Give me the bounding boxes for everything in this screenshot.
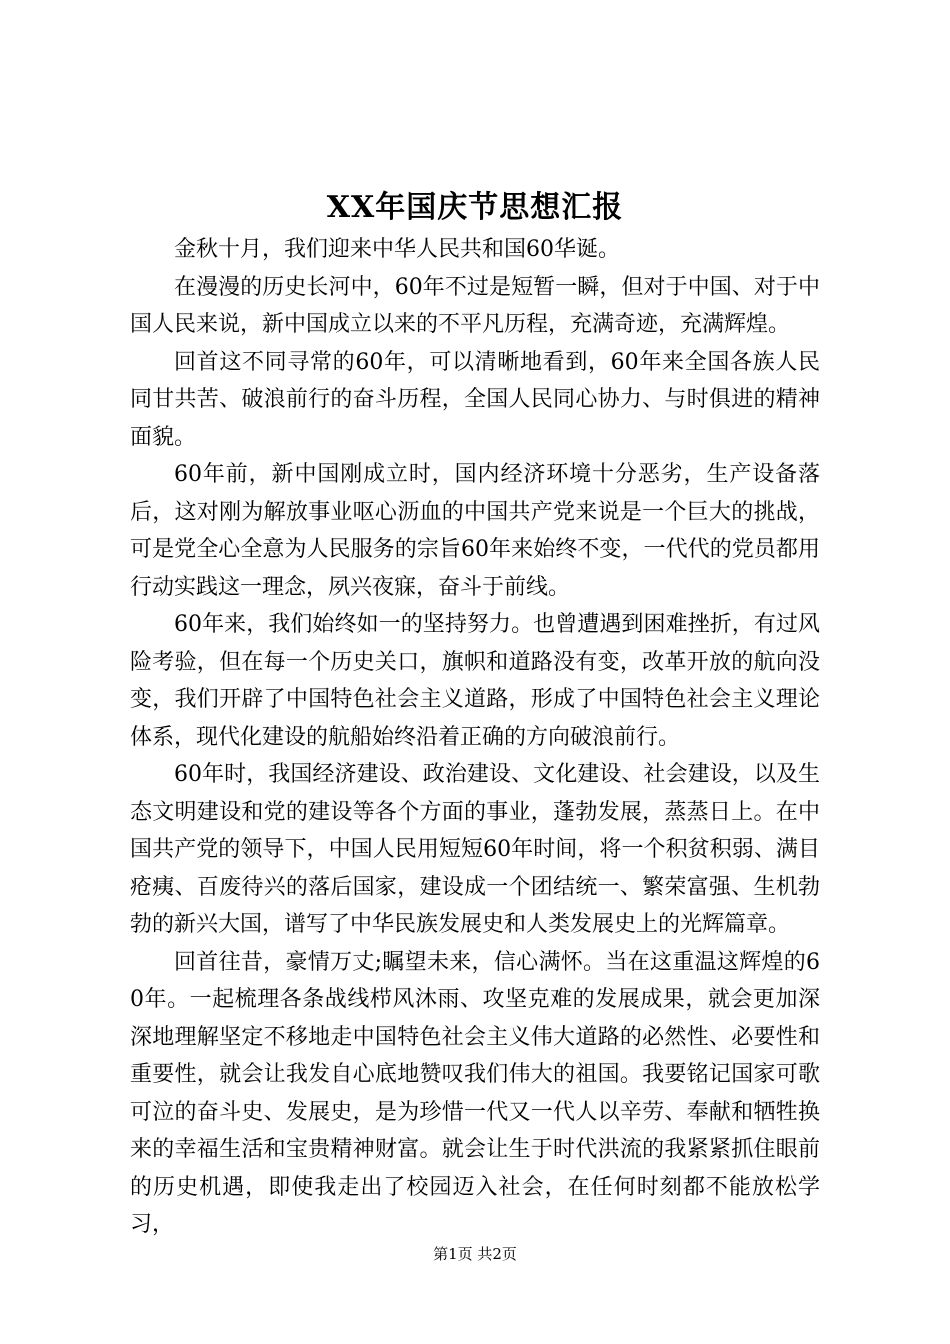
paragraph: 回首这不同寻常的60年，可以清晰地看到，60年来全国各族人民同甘共苦、破浪前行的奋斗历程，全国人民同心协力、与时俱进的精神面貌。 xyxy=(130,349,820,450)
paragraph: 金秋十月，我们迎来中华人民共和国60华诞。 xyxy=(174,237,620,262)
paragraph: 60年前，新中国刚成立时，国内经济环境十分恶劣，生产设备落后，这对刚为解放事业呕心沥血的中国共产党来说是一个巨大的挑战，可是党全心全意为人民服务的宗旨60年来始终不变，一代代的党员都用行动实践这一理念，夙兴夜寐，奋斗于前线。 xyxy=(130,462,820,600)
paragraph: 60年时，我国经济建设、政治建设、文化建设、社会建设，以及生态文明建设和党的建设等各个方面的事业，蓬勃发展，蒸蒸日上。在中国共产党的领导下，中国人民用短短60年时间，将一个积贫积弱、满目疮痍、百废待兴的落后国家，建设成一个团结统一、繁荣富强、生机勃勃的新兴大国，谱写了中华民族发展史和人类发展史上的光辉篇章。 xyxy=(130,762,820,937)
paragraph: 60年来，我们始终如一的坚持努力。也曾遭遇到困难挫折，有过风险考验，但在每一个历史关口，旗帜和道路没有变，改革开放的航向没变，我们开辟了中国特色社会主义道路，形成了中国特色社会主义理论体系，现代化建设的航船始终沿着正确的方向破浪前行。 xyxy=(130,612,820,750)
paragraph: 在漫漫的历史长河中，60年不过是短暂一瞬，但对于中国、对于中国人民来说，新中国成立以来的不平凡历程，充满奇迹，充满辉煌。 xyxy=(130,274,820,337)
document-body xyxy=(130,231,820,1244)
page-footer: 第1页 共2页 xyxy=(433,1245,517,1263)
document-title: XX年国庆节思想汇报 xyxy=(326,190,624,225)
paragraph: 回首往昔，豪情万丈;瞩望未来，信心满怀。当在这重温这辉煌的60年。一起梳理各条战线栉风沐雨、攻坚克难的发展成果，就会更加深深地理解坚定不移地走中国特色社会主义伟大道路的必然性、必要性和重要性，就会让我发自心底地赞叹我们伟大的祖国。我要铭记国家可歌可泣的奋斗史、发展史，是为珍惜一代又一代人以辛劳、奉献和牺牲换来的幸福生活和宝贵精神财富。就会让生于时代洪流的我紧紧抓住眼前的历史机遇，即使我走出了校园迈入社会，在任何时刻都不能放松学习， xyxy=(130,949,820,1237)
